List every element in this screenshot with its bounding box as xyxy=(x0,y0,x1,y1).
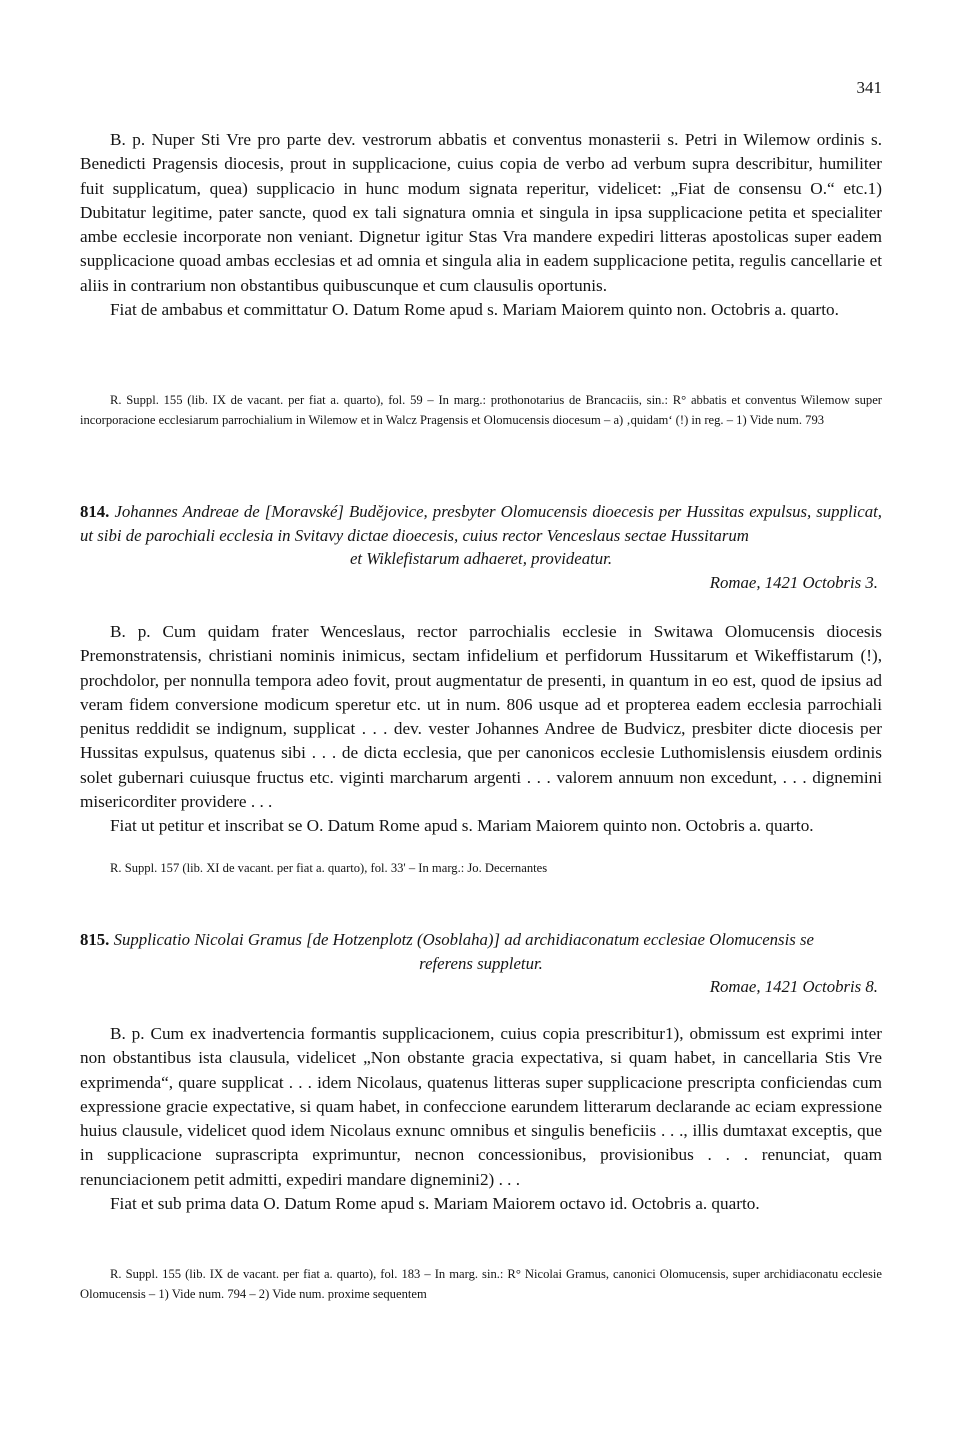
archival-note xyxy=(80,858,882,878)
entry-815-body xyxy=(80,1022,882,1216)
entry-summary-end: referens suppletur. xyxy=(419,953,543,973)
note-text: R. Suppl. 157 (lib. XI de vacant. per fiat a. quarto), fol. 33' – In marg.: Jo. Decernantes xyxy=(110,861,548,875)
entry-heading xyxy=(80,500,882,547)
entry-dateline: Romae, 1421 Octobris 3. xyxy=(709,572,878,592)
entry-summary: Supplicatio Nicolai Gramus [de Hotzenplotz (Osoblaha)] ad archidiaconatum ecclesiae Olomucensis se xyxy=(113,930,814,949)
signature-text: Fiat et sub prima data O. Datum Rome apud s. Mariam Maiorem octavo id. Octobris a. quarto. xyxy=(110,1194,760,1214)
entry-dateline: Romae, 1421 Octobris 8. xyxy=(709,977,878,996)
signature-text: Fiat ut petitur et inscribat se O. Datum Rome apud s. Mariam Maiorem quinto non. Octobris a. quarto. xyxy=(110,816,814,836)
entry-summary-end: et Wiklefistarum adhaeret, provideatur. xyxy=(349,549,613,568)
page-number: 341 xyxy=(856,78,882,97)
entry-heading xyxy=(80,928,882,952)
supplication-text: B. p. Nuper Sti Vre pro parte dev. vestrorum abbatis et conventus monasterii s. Petri in Wilemow ordinis s. Benedicti Pragensis diocesis, prout in supplicacione, cuius copia de verbo ad verbum supra describitur, humiliter fuit supplicatum, quea) supplicacio in hunc modum signata reperitur, videlicet: „Fiat de consensu O.“ etc.1) Dubitatur legitime, pater sancte, quod ex tali signatura omnia et singula in ipsa supplicacione petita et specialiter ambe ecclesie incorporate non veniant. Dignetur igitur Stas Vra mandere expediri litteras apostolicas super eadem supplicacione quoad ambas ecclesias et ad omnia et singula alia in eadem supplicacione petita, regulis cancellarie et aliis in contrarium non obstantibus quibuscunque et cum clausulis oportunis. xyxy=(80,130,882,295)
entry-814 xyxy=(80,500,882,594)
archival-note xyxy=(80,390,882,430)
continued-entry xyxy=(80,128,882,322)
supplication-text: B. p. Cum quidam frater Wenceslaus, rector parrochialis ecclesie in Switawa Olomucensis diocesis Premonstratensis, christiani nominis inimicus, sectam infidelium et perfidorum Hussitarum et Wikeffistarum (!), prochdolor, per nonnulla tempora adeo fovit, prout augmentatur de presenti, in quantum in eo est, quod de ipsius ad veram fidem conversione modicum speretur etc. ut in num. 806 usque ad et propterea eadem ecclesia parrochiali penitus reddidit se indignum, supplicat . . . dev. vester Johannes Andree de Budvicz, presbiter dicte diocesis per Hussitas expulsus, quatenus sibi . . . de dicta ecclesia, que per canonicos ecclesie Luthomislensis eiusdem ordinis solet gubernari cuiusque fructus etc. viginti marcharum argenti . . . valorem annuum non excedunt, . . . dignemini misericorditer providere . . . xyxy=(80,622,882,812)
note-text: R. Suppl. 155 (lib. IX de vacant. per fiat a. quarto), fol. 59 – In marg.: prothonotarius de Brancaciis, sin.: R° abbatis et conventus Wilemow super incorporacione ecclesiarum parrochialium in Wilemow et in Walcz Pragensis et Olomucensis diocesum – a) ‚quidam‘ (!) in reg. – 1) Vide num. 793 xyxy=(80,393,882,427)
entry-number: 814. xyxy=(80,502,110,521)
archival-note xyxy=(80,1264,882,1304)
entry-summary: Johannes Andreae de [Moravské] Budějovice, presbyter Olomucensis dioecesis per Hussitas expulsus, supplicat, ut sibi de parochiali ecclesia in Svitavy dictae dioecesis, cuius rector Venceslaus sectae Hussitarum xyxy=(80,502,882,545)
entry-815 xyxy=(80,928,882,999)
note-text: R. Suppl. 155 (lib. IX de vacant. per fiat a. quarto), fol. 183 – In marg. sin.: R° Nicolai Gramus, canonici Olomucensis, super archidiaconatu ecclesie Olomucensis – 1) Vide num. 794 – 2) Vide num. proxime sequentem xyxy=(80,1267,882,1301)
entry-number: 815. xyxy=(80,930,110,949)
supplication-text: B. p. Cum ex inadvertencia formantis supplicacionem, cuius copia prescribitur1), obmissum est exprimi inter non obstantibus ista clausula, videlicet „Non obstante gracia expectativa, si quam habet, in cancellaria Stis Vre exprimenda“, quare supplicat . . . idem Nicolaus, quatenus litteras super supplicacione prescripta conficiendas cum expressione gracie expectative, si quam habet, in confeccione earundem litterarum declarande ac eciam expressione huius clausule, videlicet quod idem Nicolaus exnunc omnibus et singulis beneficiis . . ., illis dumtaxat exceptis, que in supplicacione suprascripta exprimuntur, necnon concessionibus, provisionibus . . . renunciat, quam renunciacionem petit admitti, expediri mandare dignemini2) . . . xyxy=(80,1024,882,1189)
signature-text: Fiat de ambabus et committatur O. Datum Rome apud s. Mariam Maiorem quinto non. Octobris a. quarto. xyxy=(110,300,839,320)
entry-814-body xyxy=(80,620,882,839)
